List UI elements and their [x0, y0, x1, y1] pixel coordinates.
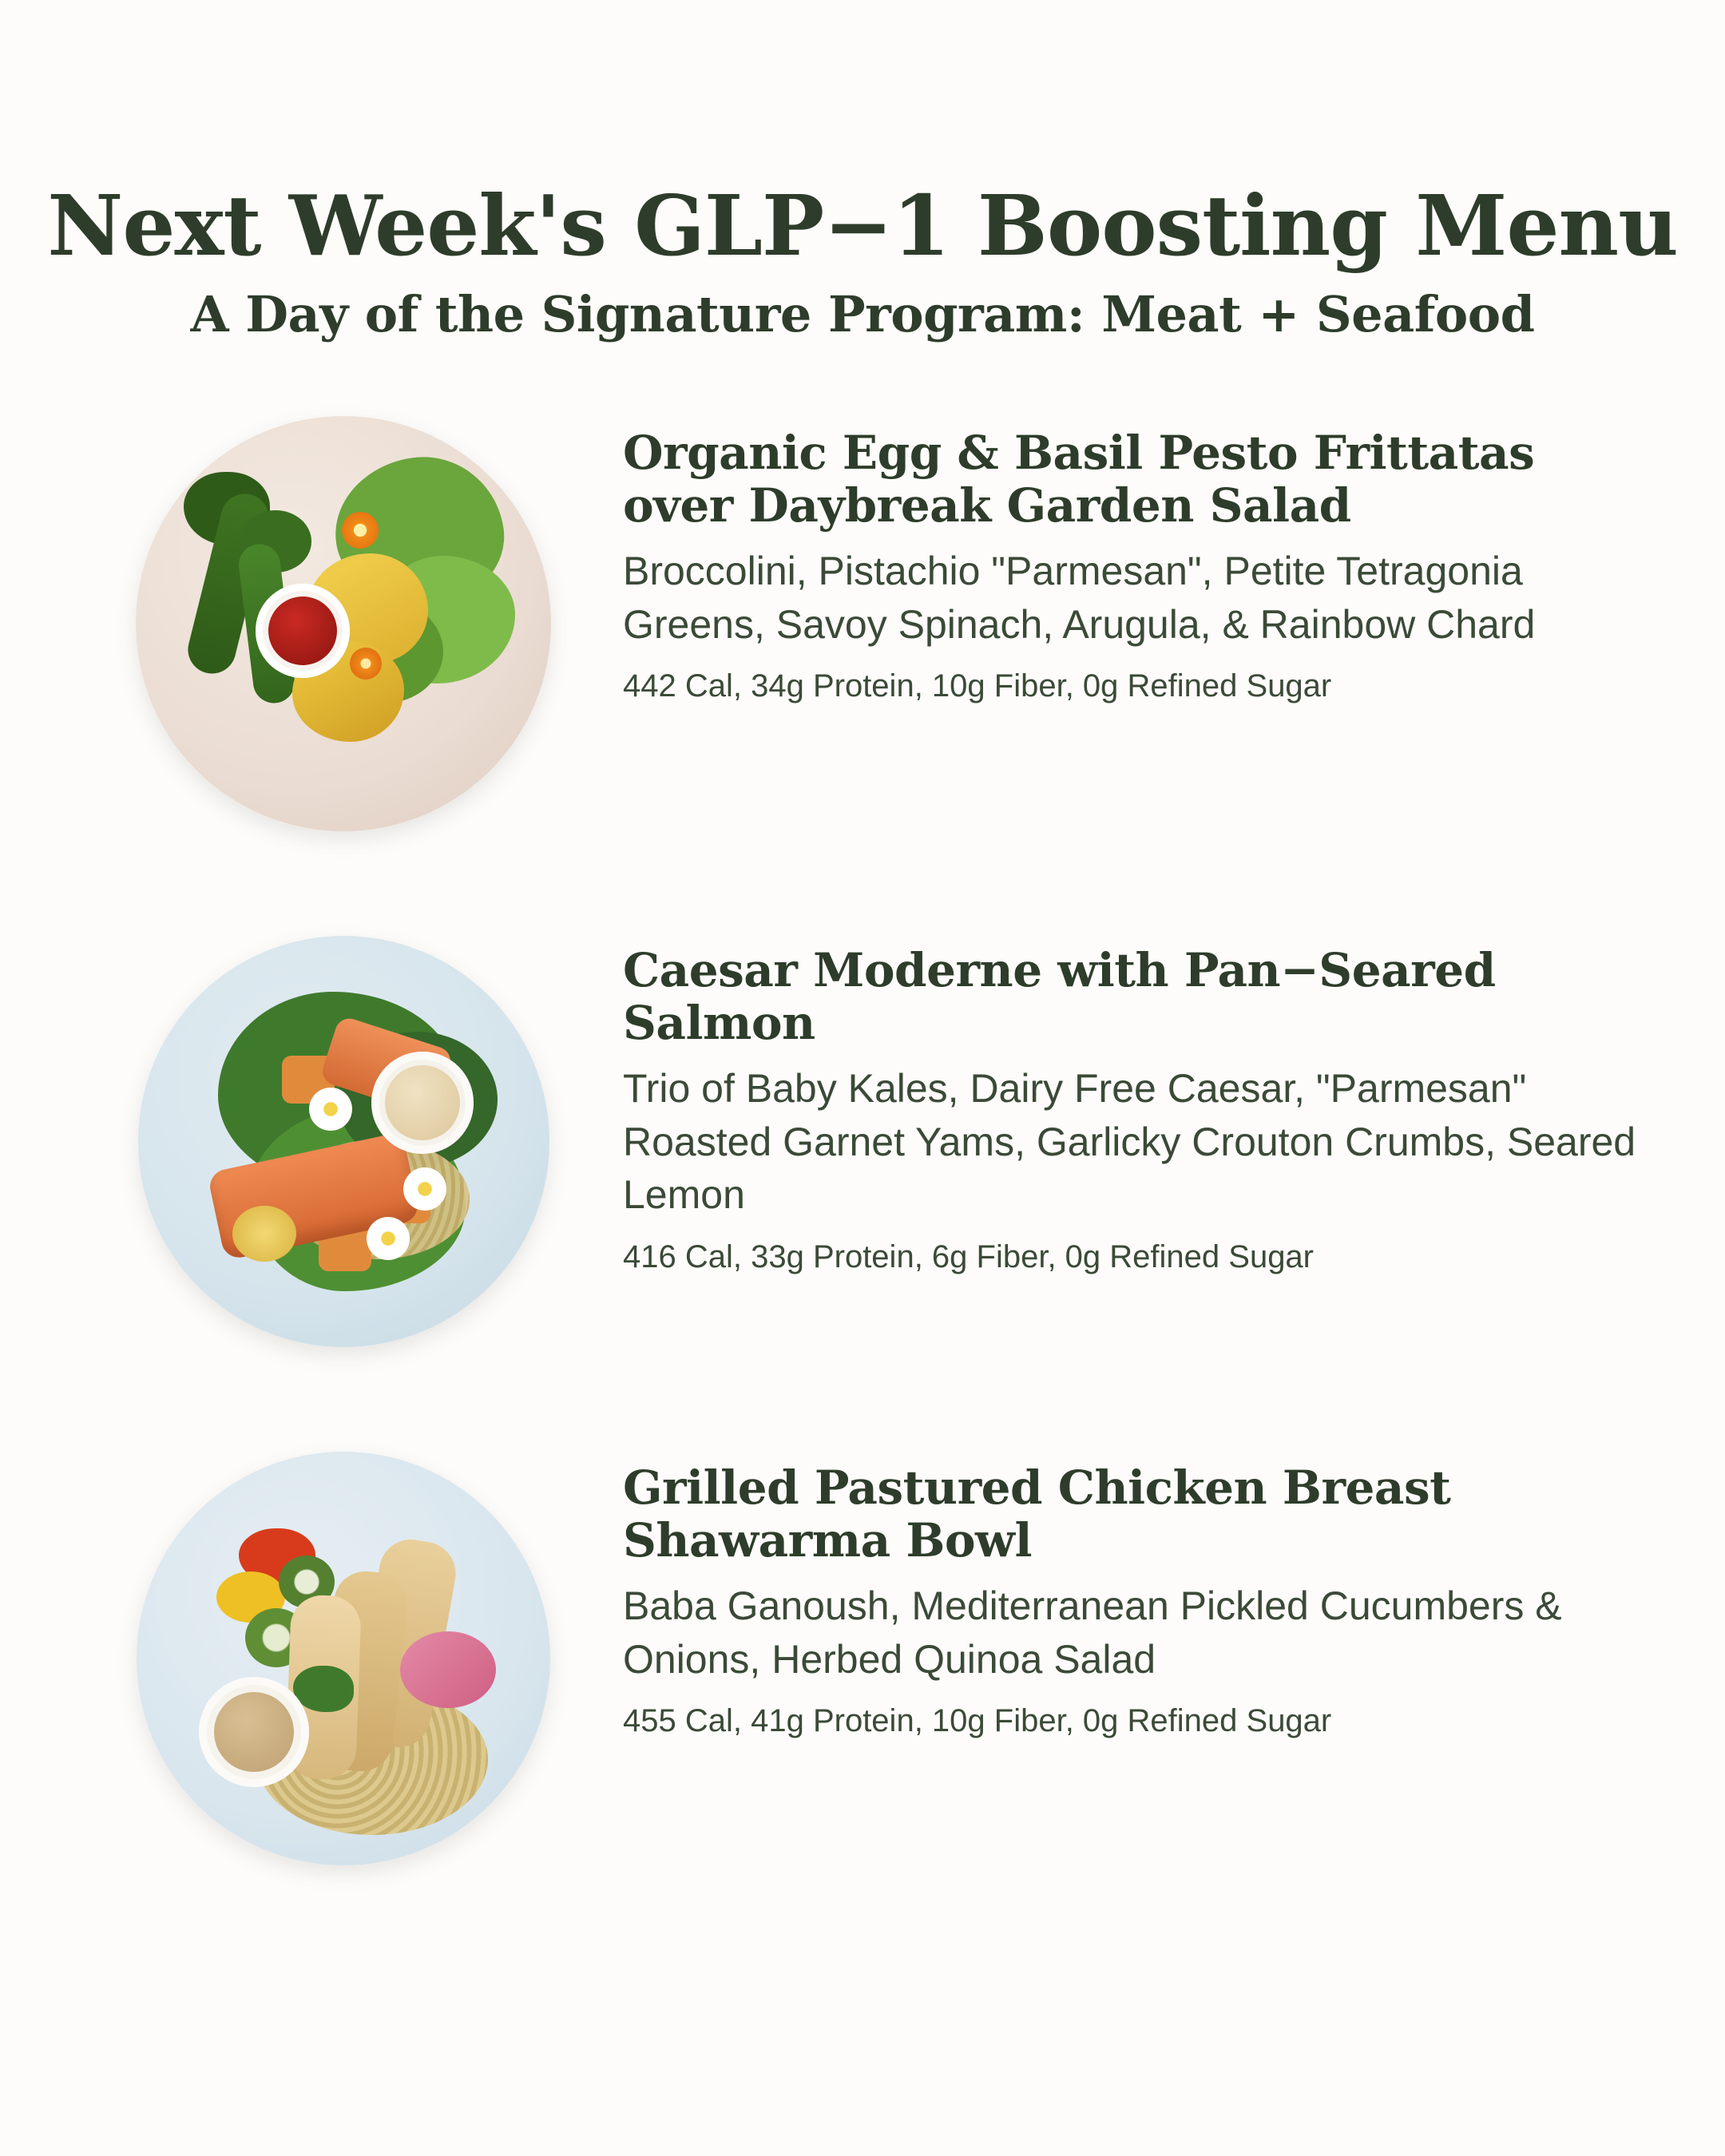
page-header	[0, 0, 1725, 343]
menu-item	[96, 416, 1637, 831]
edible-flower-icon	[309, 1088, 352, 1131]
menu-item-list	[0, 416, 1725, 1866]
chicken-shawarma-bowl-photo	[96, 1451, 591, 1866]
menu-item-description: Baba Ganoush, Mediterranean Pickled Cucumbers & Onions, Herbed Quinoa Salad	[623, 1583, 1562, 1682]
seared-lemon-icon	[232, 1206, 296, 1262]
caesar-dressing-icon	[385, 1065, 460, 1140]
menu-item-title: Grilled Pastured Chicken Breast Shawarma Bowl	[623, 1460, 1451, 1567]
menu-item-description: Broccolini, Pistachio "Parmesan", Petite Tetragonia Greens, Savoy Spinach, Arugula, & Rainbow Chard	[623, 549, 1536, 647]
frittata-salad-plate-photo	[96, 416, 591, 831]
plate-illustration	[138, 936, 549, 1347]
menu-item-macros: 416 Cal, 33g Protein, 6g Fiber, 0g Refined Sugar	[623, 1239, 1314, 1274]
menu-item	[96, 1451, 1637, 1866]
menu-item-title: Organic Egg & Basil Pesto Frittatas over Daybreak Garden Salad	[623, 426, 1535, 533]
menu-item	[96, 933, 1637, 1349]
menu-item-text	[623, 416, 1637, 707]
menu-item-text	[623, 933, 1637, 1278]
page-subtitle: A Day of the Signature Program: Meat + Seafood	[190, 285, 1535, 344]
edible-flower-icon	[367, 1217, 410, 1260]
baba-ganoush-icon	[214, 1692, 294, 1772]
menu-item-text	[623, 1451, 1637, 1742]
menu-item-description: Trio of Baby Kales, Dairy Free Caesar, "Parmesan" Roasted Garnet Yams, Garlicky Crouton Crumbs, Seared Lemon	[623, 1066, 1636, 1218]
edible-flower-icon	[403, 1167, 446, 1211]
caesar-salmon-plate-photo	[96, 933, 591, 1349]
red-sauce-icon	[268, 596, 337, 665]
menu-item-macros: 442 Cal, 34g Protein, 10g Fiber, 0g Refined Sugar	[623, 668, 1332, 704]
menu-item-macros: 455 Cal, 41g Protein, 10g Fiber, 0g Refined Sugar	[623, 1703, 1332, 1739]
page-title: Next Week's GLP−1 Boosting Menu	[47, 176, 1678, 275]
plate-illustration	[137, 1452, 550, 1865]
plate-illustration	[136, 416, 551, 831]
menu-item-title: Caesar Moderne with Pan−Seared Salmon	[623, 943, 1496, 1050]
pickled-onion-icon	[400, 1631, 496, 1708]
